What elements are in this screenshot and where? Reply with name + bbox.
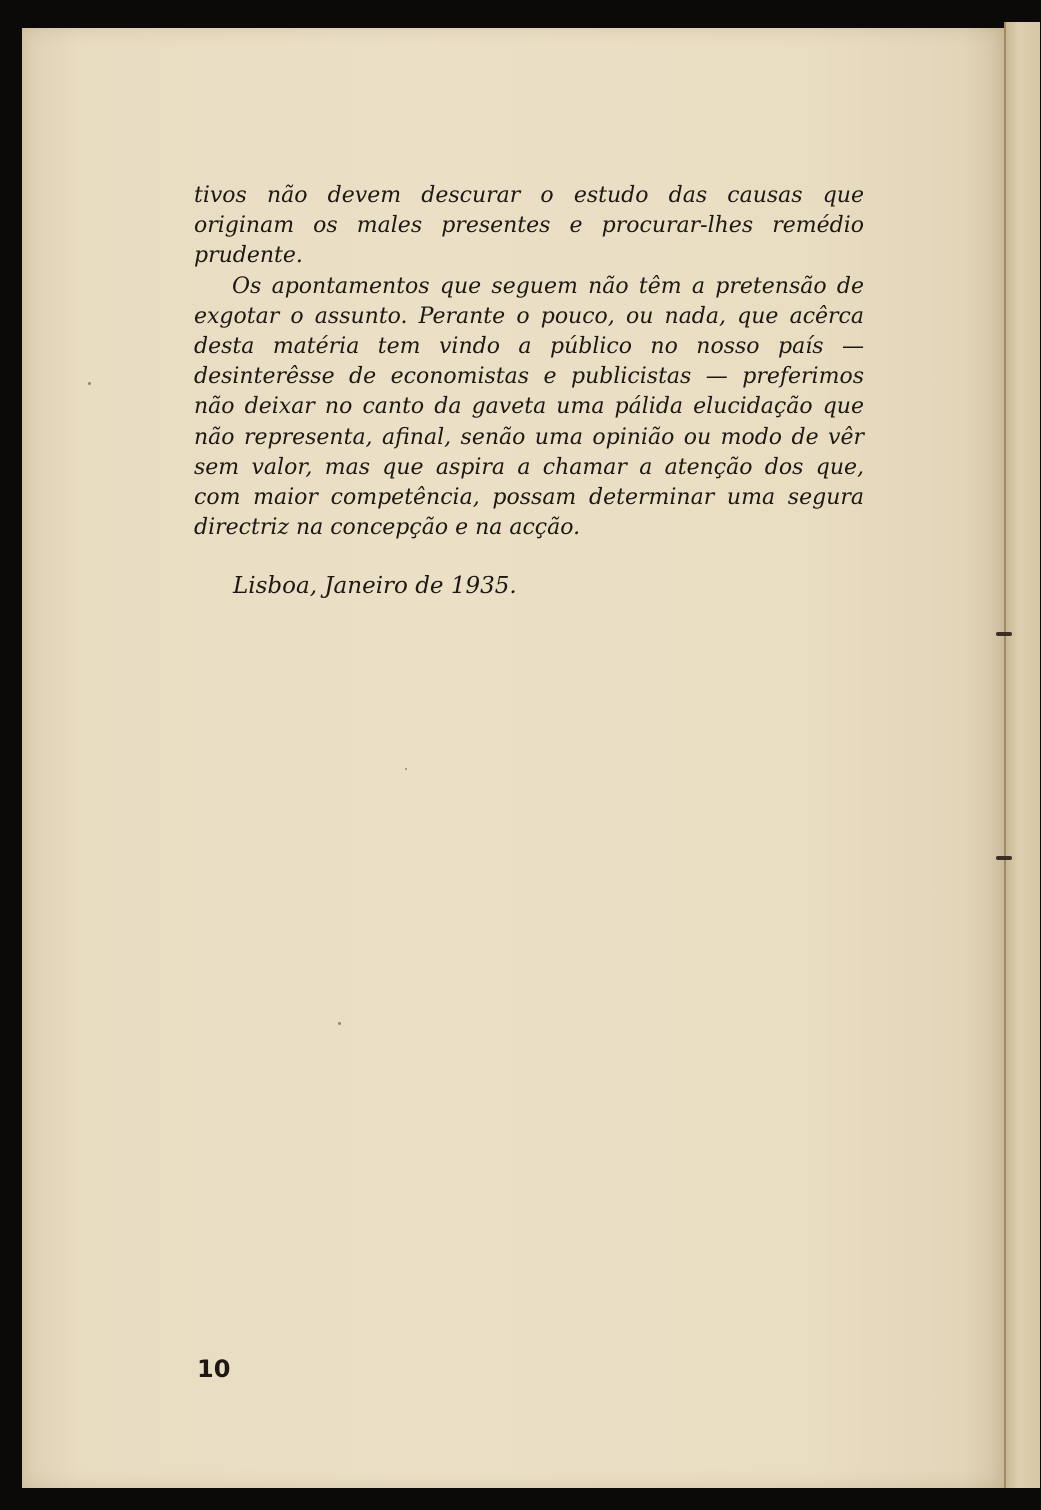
paragraph-main: Os apontamentos que seguem não têm a pretensão de exgotar o assunto. Perante o pouco, ou nada, que acêrca desta matéria tem vindo a público no nosso país — desinterêsse de economistas e publicistas — preferimos não deixar no canto da gaveta uma pálida elucidação que não representa, afinal, senão uma opinião ou modo de vêr sem valor, mas que aspira a chamar a atenção dos que, com maior competência, possam determinar uma segura directriz na concepção e na acção.: [194, 273, 864, 541]
adjacent-page-edge: [1004, 22, 1040, 1488]
place-date-signoff: Lisboa, Janeiro de 1935.: [233, 573, 517, 599]
page-number: 10: [197, 1355, 231, 1383]
paper-speck: [88, 382, 91, 385]
paper-speck: [338, 1022, 341, 1025]
binding-staple-bottom: [996, 856, 1012, 860]
binding-staple-top: [996, 632, 1012, 636]
paragraph-continuation: tivos não devem descurar o estudo das causas que originam os males presentes e procurar-lhes remédio prudente.: [194, 183, 864, 269]
body-text: [194, 181, 864, 543]
paper-speck: [405, 768, 407, 770]
